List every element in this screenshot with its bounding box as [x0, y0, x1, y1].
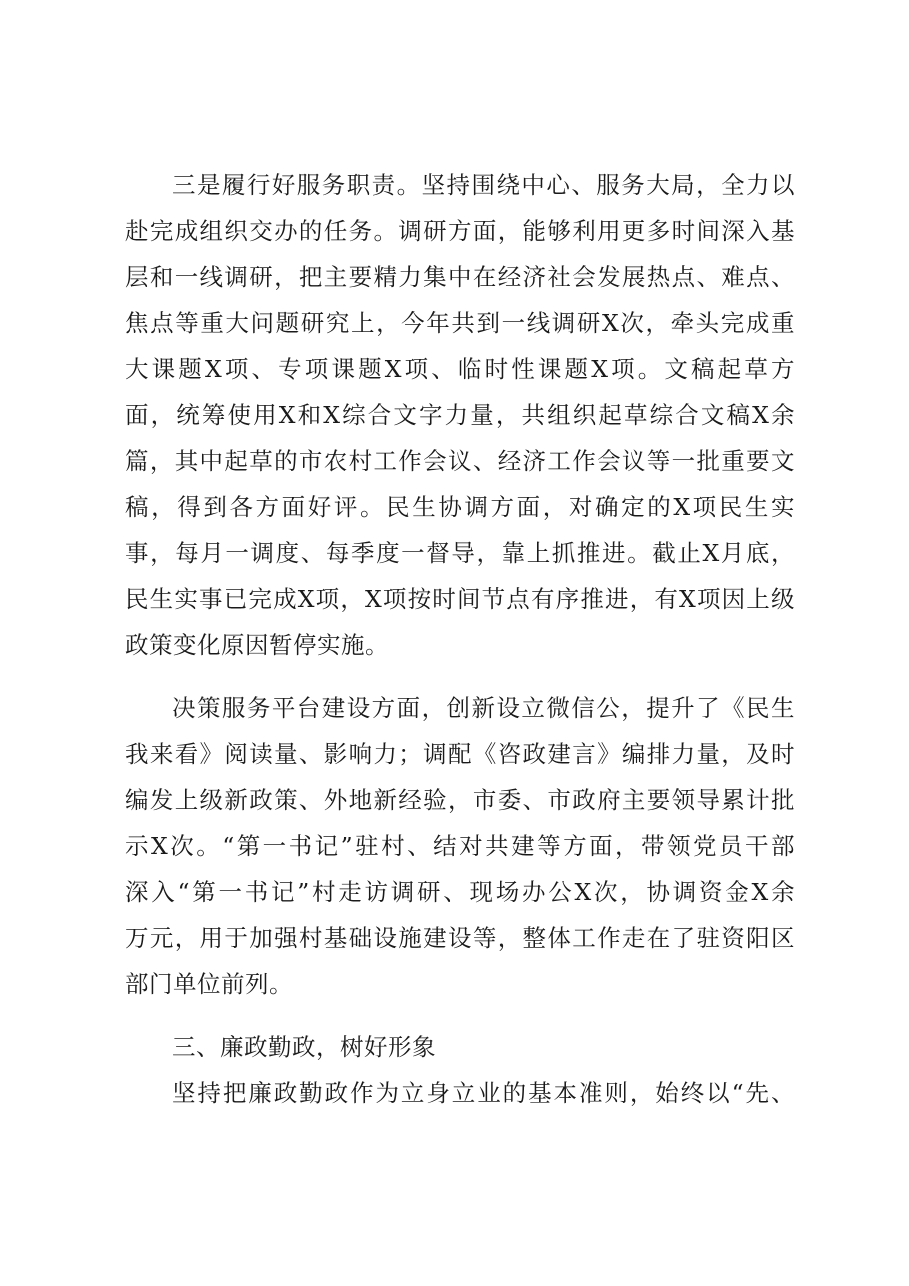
paragraph-line: 赴完成组织交办的任务。调研方面，能够利用更多时间深入基	[125, 217, 795, 245]
paragraph-line: 坚持把廉政勤政作为立身立业的基本准则，始终以“先、	[172, 1079, 795, 1107]
paragraph-line: 焦点等重大问题研究上，今年共到一线调研X次，牵头完成重	[125, 309, 795, 337]
paragraph-line: 篇，其中起草的市农村工作会议、经济工作会议等一批重要文	[125, 447, 795, 475]
paragraph-line: 三是履行好服务职责。坚持围绕中心、服务大局，全力以	[172, 171, 795, 199]
paragraph-line: 面，统筹使用X和X综合文字力量，共组织起草综合文稿X余	[125, 401, 795, 429]
section-heading: 三、廉政勤政，树好形象	[172, 1033, 436, 1061]
paragraph-line: 事，每月一调度、每季度一督导，靠上抓推进。截止X月底，	[125, 539, 795, 567]
paragraph-line: 层和一线调研，把主要精力集中在经济社会发展热点、难点、	[125, 263, 795, 291]
paragraph-line: 部门单位前列。	[125, 970, 293, 998]
paragraph-line: 我来看》阅读量、影响力；调配《咨政建言》编排力量，及时	[125, 740, 795, 768]
paragraph-line: 万元，用于加强村基础设施建设等，整体工作走在了驻资阳区	[125, 924, 795, 952]
paragraph-line: 决策服务平台建设方面，创新设立微信公，提升了《民生	[172, 694, 795, 722]
paragraph-line: 深入“第一书记”村走访调研、现场办公X次，协调资金X余	[125, 878, 795, 906]
paragraph-line: 编发上级新政策、外地新经验，市委、市政府主要领导累计批	[125, 786, 795, 814]
paragraph-line: 示X次。“第一书记”驻村、结对共建等方面，带领党员干部	[125, 832, 795, 860]
paragraph-line: 民生实事已完成X项，X项按时间节点有序推进，有X项因上级	[125, 585, 795, 613]
paragraph-line: 大课题X项、专项课题X项、临时性课题X项。文稿起草方	[125, 355, 795, 383]
paragraph-line: 稿，得到各方面好评。民生协调方面，对确定的X项民生实	[125, 493, 795, 521]
paragraph-line: 政策变化原因暂停实施。	[125, 631, 389, 659]
